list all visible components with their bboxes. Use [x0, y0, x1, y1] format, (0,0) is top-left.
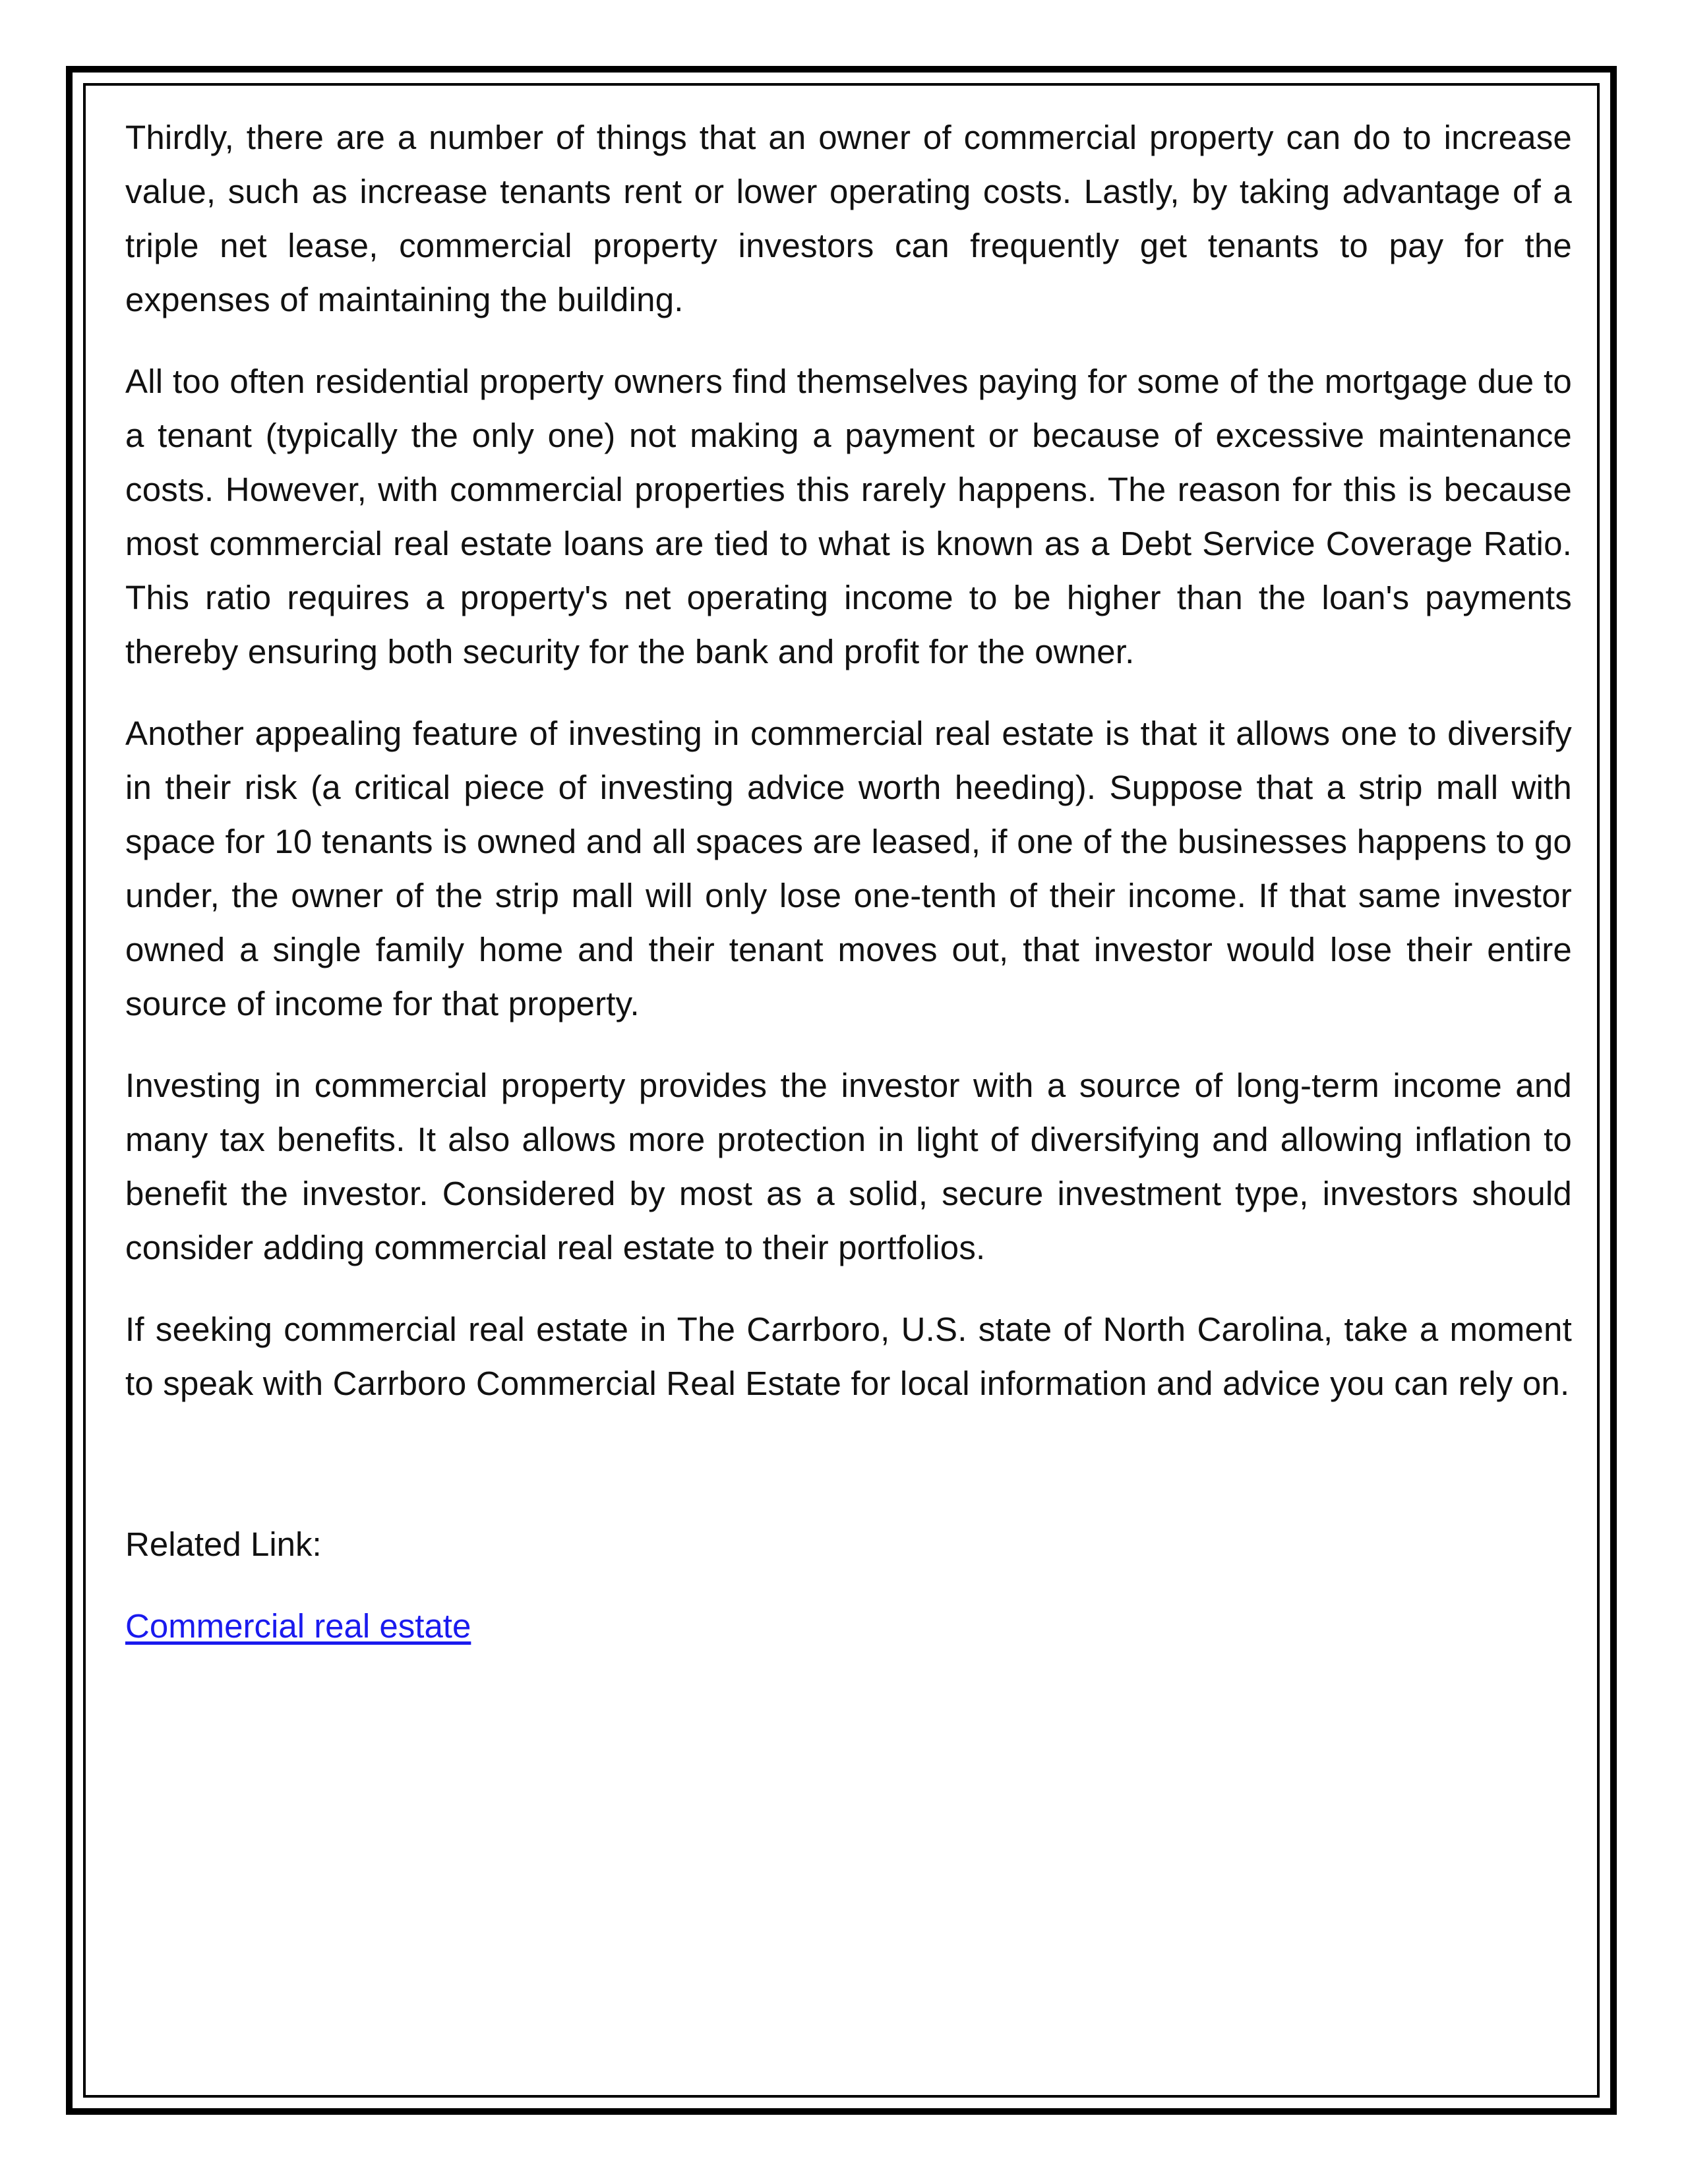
paragraph-5: If seeking commercial real estate in The Carrboro, U.S. state of North Carolina, take a moment to speak with Carrboro Commercial Real Estate for local information and advice you can rely on.	[125, 1311, 1572, 1402]
spacer	[125, 1438, 1572, 1518]
paragraph-3: Another appealing feature of investing in commercial real estate is that it allows one to diversify in their risk (a critical piece of investing advice worth heeding). Suppose that a strip mall with space for 10 tenants is owned and all spaces are leased, if one of the businesses happens to go under, the owner of the strip mall will only lose one-tenth of their income. If that same investor owned a single family home and their tenant moves out, that investor would lose their entire source of income for that property.	[125, 715, 1572, 1022]
paragraph-4: Investing in commercial property provides the investor with a source of long-term income and many tax benefits. It also allows more protection in light of diversifying and allowing inflation to benefit the investor. Considered by most as a solid, secure investment type, investors should consider adding commercial real estate to their portfolios.	[125, 1067, 1572, 1266]
related-link[interactable]: Commercial real estate	[125, 1607, 471, 1645]
document-body	[125, 111, 1572, 1653]
paragraph-2: All too often residential property owners find themselves paying for some of the mortgage due to a tenant (typically the only one) not making a payment or because of excessive maintenance costs. However, with commercial properties this rarely happens. The reason for this is because most commercial real estate loans are tied to what is known as a Debt Service Coverage Ratio. This ratio requires a property's net operating income to be higher than the loan's payments thereby ensuring both security for the bank and profit for the owner.	[125, 363, 1572, 670]
paragraph-1: Thirdly, there are a number of things that an owner of commercial property can do to increase value, such as increase tenants rent or lower operating costs. Lastly, by taking advantage of a triple net lease, commercial property investors can frequently get tenants to pay for the expenses of maintaining the building.	[125, 119, 1572, 318]
related-link-label: Related Link:	[125, 1525, 322, 1563]
